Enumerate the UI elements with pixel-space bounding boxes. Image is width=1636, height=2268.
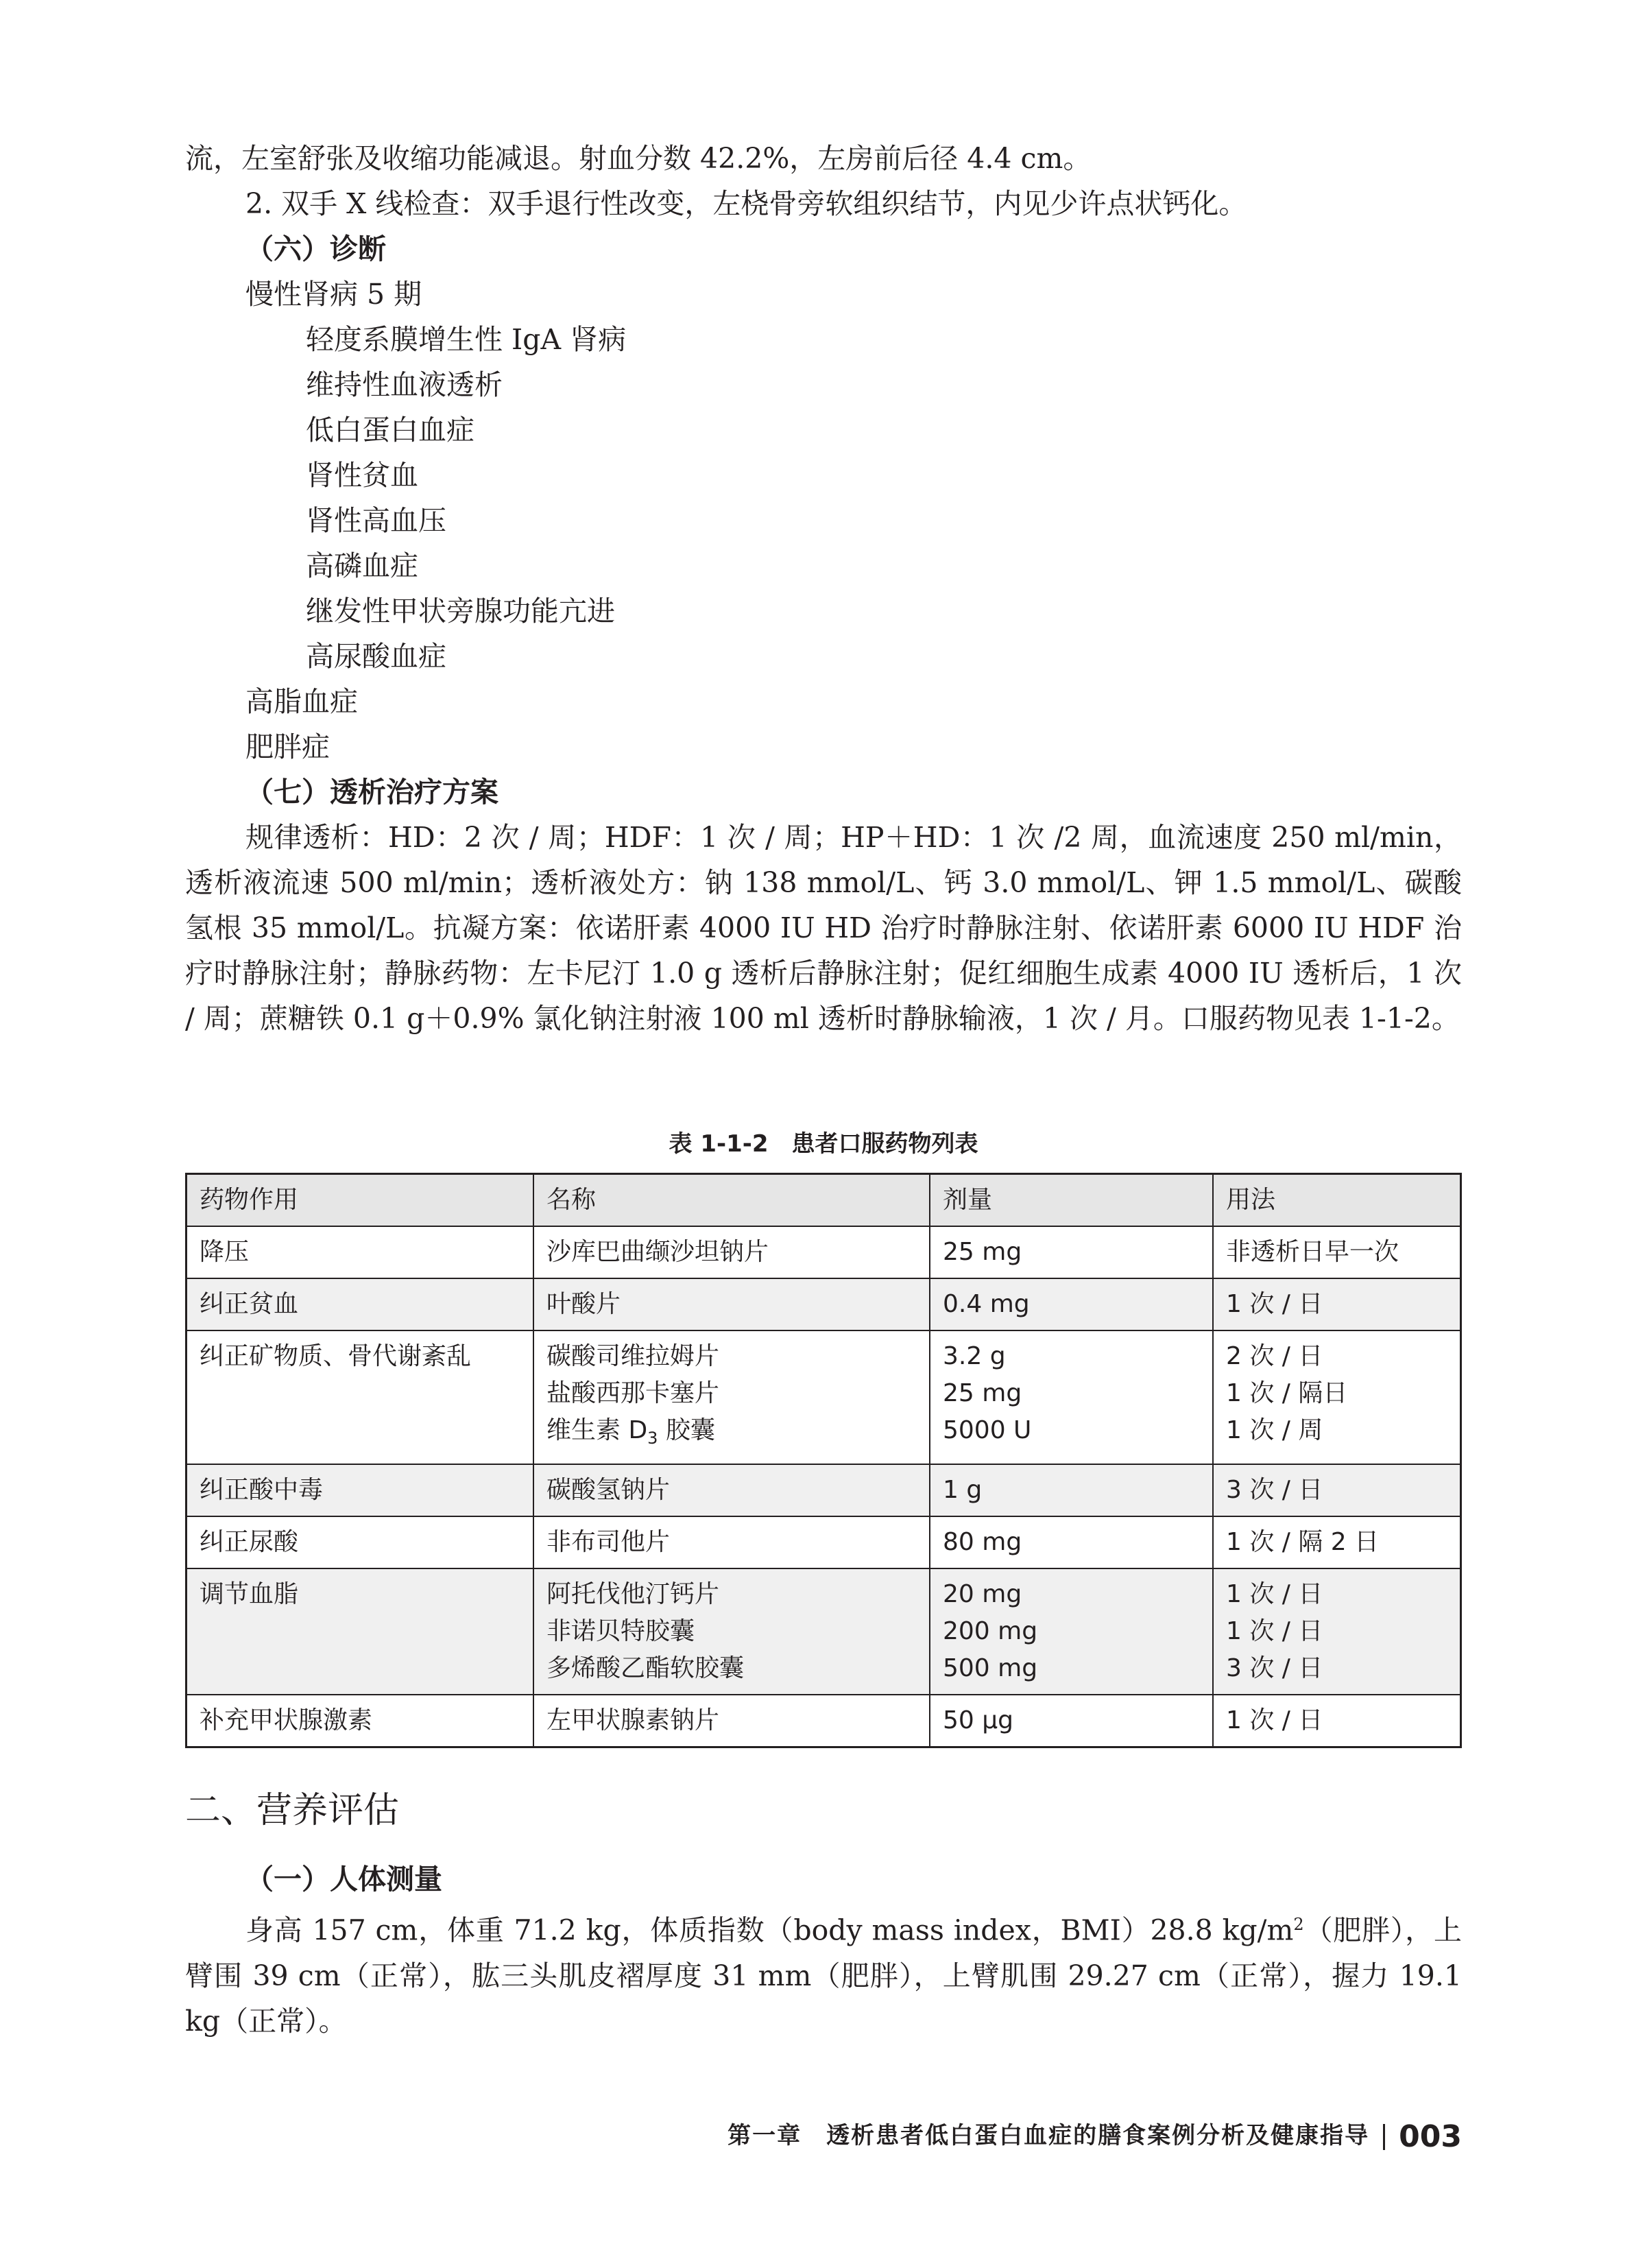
cell-name: 盐酸西那卡塞片	[546, 1379, 720, 1407]
cell-name-vitamin-d3	[546, 1412, 917, 1457]
cell-dose: 200 mg	[943, 1617, 1038, 1646]
cell-usage: 非透析日早一次	[1213, 1226, 1461, 1278]
cell-name: 沙库巴曲缬沙坦钠片	[533, 1226, 930, 1278]
cell-dose: 20 mg	[943, 1580, 1022, 1609]
cell-effect: 纠正矿物质、骨代谢紊乱	[187, 1330, 534, 1464]
cell-effect: 补充甲状腺激素	[187, 1695, 534, 1747]
table-row	[187, 1695, 1461, 1747]
cell-usage: 1 次 / 隔日	[1226, 1379, 1348, 1407]
cell-dose: 5000 U	[943, 1416, 1032, 1444]
paragraph-echo-tail: 流，左室舒张及收缩功能减退。射血分数 42.2%，左房前后径 4.4 cm。	[185, 142, 1092, 175]
cell-dose: 500 mg	[943, 1654, 1038, 1683]
table-row	[187, 1330, 1461, 1464]
cell-dose: 1 g	[930, 1464, 1213, 1516]
subsection-heading: （一）人体测量	[245, 1863, 442, 1896]
diagnosis-sub-item: 低白蛋白血症	[306, 414, 474, 446]
cell-name: 叶酸片	[533, 1278, 930, 1330]
diagnosis-other-item: 高脂血症	[245, 685, 358, 718]
cell-dose: 3.2 g	[943, 1342, 1006, 1370]
superscript: 2	[1293, 1915, 1304, 1934]
cell-name: 碳酸氢钠片	[533, 1464, 930, 1516]
cell-dose: 25 mg	[943, 1379, 1022, 1407]
cell-usage: 1 次 / 周	[1226, 1416, 1323, 1444]
table-header-row	[187, 1174, 1461, 1227]
cell-effect: 纠正尿酸	[187, 1516, 534, 1568]
section-title: 二、营养评估	[185, 1790, 400, 1831]
cell-name: 阿托伐他汀钙片	[546, 1580, 720, 1609]
table-row	[187, 1278, 1461, 1330]
anthropometry-text	[185, 1902, 1462, 2044]
table-row	[187, 1516, 1461, 1568]
cell-name-suffix: 胶囊	[658, 1416, 715, 1444]
diagnosis-sub-item: 维持性血液透析	[306, 368, 503, 401]
cell-name-group	[533, 1568, 930, 1695]
cell-dose: 80 mg	[930, 1516, 1213, 1568]
medication-table	[185, 1173, 1462, 1748]
column-header: 用法	[1213, 1174, 1461, 1227]
cell-effect: 调节血脂	[187, 1568, 534, 1695]
cell-name: 左甲状腺素钠片	[533, 1695, 930, 1747]
page-footer	[185, 2119, 1462, 2153]
chapter-title: 第一章 透析患者低白蛋白血症的膳食案例分析及健康指导	[727, 2122, 1370, 2149]
cell-dose: 50 μg	[930, 1695, 1213, 1747]
footer-divider	[1383, 2124, 1385, 2150]
anthropometry-text-part1: 身高 157 cm，体重 71.2 kg，体质指数（body mass index，BMI）28.8 kg/m	[245, 1913, 1294, 1947]
anthropometry-text-part2: （肥胖），上臂围 39 cm（正常），肱三头肌皮褶厚度 31 mm（肥胖），上臂肌围 29.27 cm（正常），握力 19.1 kg（正常）。	[185, 1913, 1462, 2038]
cell-name: 非布司他片	[533, 1516, 930, 1568]
subscript: 3	[647, 1429, 658, 1448]
cell-usage: 1 次 / 日	[1226, 1617, 1323, 1646]
diagnosis-sub-item: 轻度系膜增生性 IgA 肾病	[306, 323, 627, 356]
cell-usage: 3 次 / 日	[1213, 1464, 1461, 1516]
cell-usage-group	[1213, 1568, 1461, 1695]
cell-effect: 纠正贫血	[187, 1278, 534, 1330]
diagnosis-other-item: 肥胖症	[245, 730, 330, 763]
diagnosis-heading: （六）诊断	[245, 232, 386, 265]
cell-usage: 3 次 / 日	[1226, 1654, 1323, 1683]
column-header: 剂量	[930, 1174, 1213, 1227]
table-row	[187, 1226, 1461, 1278]
cell-name: 非诺贝特胶囊	[546, 1617, 695, 1646]
cell-usage: 1 次 / 日	[1213, 1278, 1461, 1330]
cell-dose-group	[930, 1330, 1213, 1464]
dialysis-heading: （七）透析治疗方案	[245, 776, 498, 809]
table-row	[187, 1568, 1461, 1695]
cell-usage: 1 次 / 隔 2 日	[1213, 1516, 1461, 1568]
cell-usage: 2 次 / 日	[1226, 1342, 1323, 1370]
xray-item: 2. 双手 X 线检查：双手退行性改变，左桡骨旁软组织结节，内见少许点状钙化。	[245, 187, 1247, 220]
column-header: 药物作用	[187, 1174, 534, 1227]
cell-usage: 1 次 / 日	[1226, 1580, 1323, 1609]
cell-effect: 纠正酸中毒	[187, 1464, 534, 1516]
cell-effect: 降压	[187, 1226, 534, 1278]
table-row	[187, 1464, 1461, 1516]
cell-name: 多烯酸乙酯软胶囊	[546, 1654, 745, 1683]
cell-name-group	[533, 1330, 930, 1464]
cell-dose-group	[930, 1568, 1213, 1695]
diagnosis-sub-item: 肾性高血压	[306, 504, 446, 537]
cell-dose: 25 mg	[930, 1226, 1213, 1278]
cell-dose: 0.4 mg	[930, 1278, 1213, 1330]
table-caption: 表 1-1-2 患者口服药物列表	[669, 1130, 978, 1158]
cell-name-text: 维生素 D	[546, 1416, 648, 1444]
dialysis-text: 规律透析：HD：2 次 / 周；HDF：1 次 / 周；HP＋HD：1 次 /2 周，血流速度 250 ml/min，透析液流速 500 ml/min；透析液处方：钠 138 mmol/L、钙 3.0 mmol/L、钾 1.5 mmol/L、碳酸氢根 35 mmol/L。抗凝方案：依诺肝素 4000 IU HD 治疗时静脉注射、依诺肝素 6000 IU HDF 治疗时静脉注射；静脉药物：左卡尼汀 1.0 g 透析后静脉注射；促红细胞生成素 4000 IU 透析后，1 次 / 周；蔗糖铁 0.1 g＋0.9% 氯化钠注射液 100 ml 透析时静脉输液，1 次 / 月。口服药物见表 1-1-2。	[185, 821, 1462, 1035]
column-header: 名称	[533, 1174, 930, 1227]
section-nutrition-assessment	[185, 1787, 1462, 2044]
diagnosis-sub-item: 高尿酸血症	[306, 640, 446, 673]
cell-usage-group	[1213, 1330, 1461, 1464]
top-block	[185, 136, 1462, 1041]
page-number: 003	[1399, 2119, 1462, 2154]
diagnosis-sub-item: 高磷血症	[306, 549, 418, 582]
diagnosis-sub-item: 继发性甲状旁腺功能亢进	[306, 595, 615, 628]
diagnosis-main: 慢性肾病 5 期	[245, 278, 422, 311]
diagnosis-sub-item: 肾性贫血	[306, 459, 418, 492]
cell-usage: 1 次 / 日	[1213, 1695, 1461, 1747]
cell-name: 碳酸司维拉姆片	[546, 1342, 720, 1370]
